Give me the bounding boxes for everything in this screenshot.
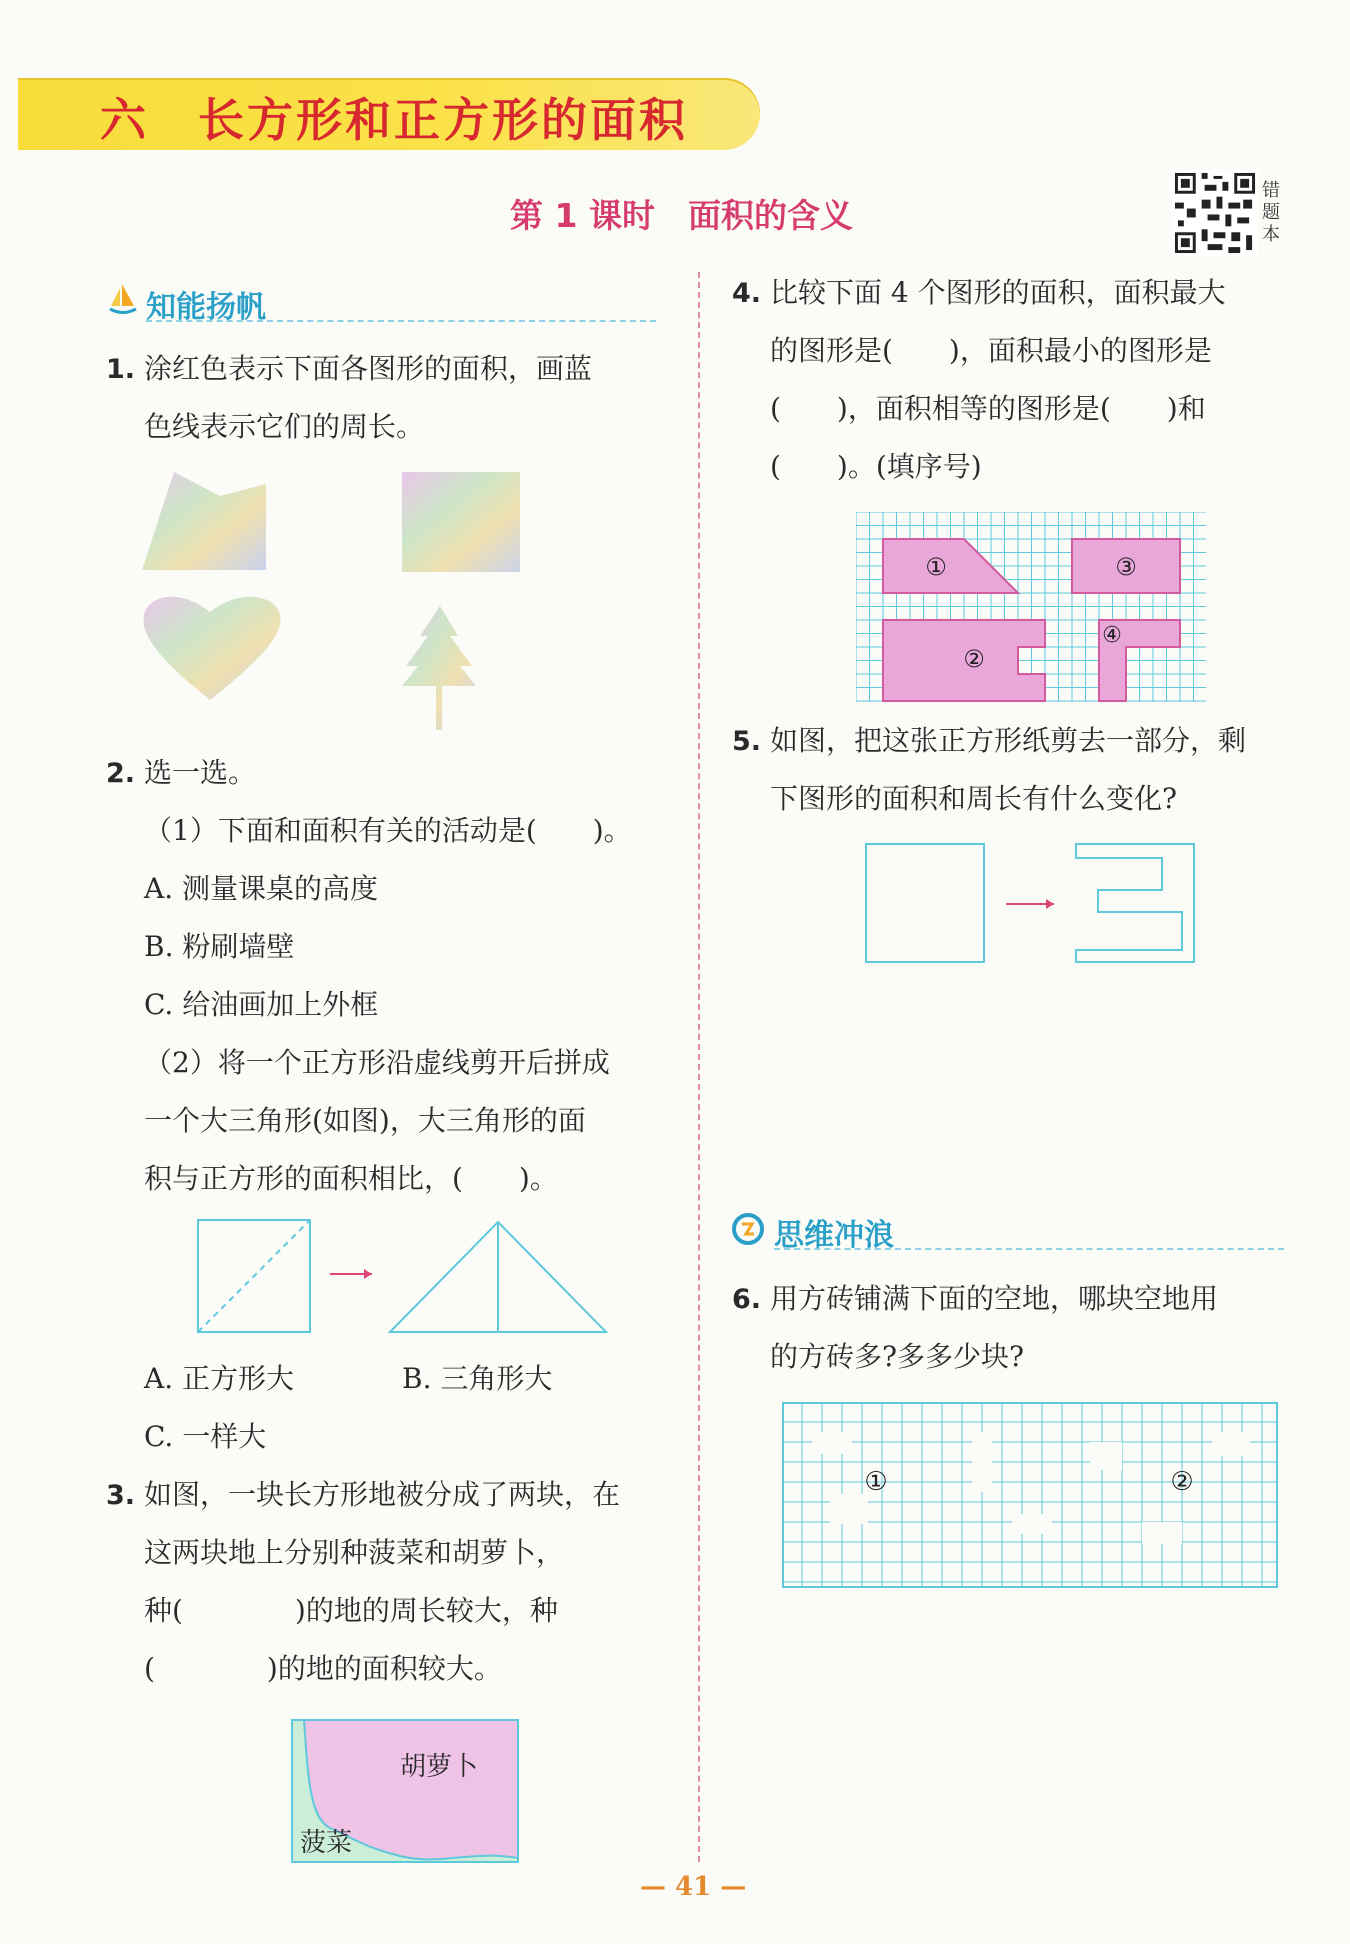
sailboat-icon: [108, 282, 138, 316]
question-5-line-1: [732, 712, 1246, 771]
q2-answer-b: B. 三角形大: [402, 1362, 553, 1395]
q2-part-2-line-2: 一个大三角形(如图)，大三角形的面: [144, 1104, 586, 1137]
q2-option-a: A. 测量课桌的高度: [144, 872, 379, 905]
q4-grid-figure: [856, 512, 1206, 702]
chapter-title: 六 长方形和正方形的面积: [100, 93, 688, 147]
carrot-label: 胡萝卜: [400, 1752, 479, 1782]
q2-part-2-line-1: （2）将一个正方形沿虚线剪开后拼成: [144, 1046, 610, 1079]
rectangle-shape: [402, 472, 520, 572]
field-1-label: ①: [864, 1467, 888, 1497]
wave-icon: [730, 1212, 766, 1246]
q2-part-2-line-3: 积与正方形的面积相比，( )。: [144, 1162, 558, 1195]
question-4-line-3: ( )，面积相等的图形是( )和: [770, 392, 1206, 425]
q2-option-b: B. 粉刷墙壁: [144, 930, 295, 963]
q2-square-to-triangle-figure: [196, 1218, 612, 1338]
q2-part-1: （1）下面和面积有关的活动是( )。: [144, 814, 632, 847]
section-title-left: 知能扬帆: [146, 290, 266, 325]
question-2-intro: [106, 744, 256, 803]
question-text: 如图，把这张正方形纸剪去一部分，剩: [769, 724, 1246, 757]
page-number: — 41 —: [640, 1872, 747, 1902]
question-text: 用方砖铺满下面的空地，哪块空地用: [769, 1282, 1218, 1315]
lesson-title: 第 1 课时 面积的含义: [510, 196, 853, 235]
question-4-line-2: 的图形是( )，面积最小的图形是: [770, 334, 1212, 367]
question-6-line-1: [732, 1270, 1218, 1329]
question-number: 5.: [732, 726, 762, 757]
question-number: 1.: [106, 354, 136, 385]
section-underline: [146, 320, 656, 322]
irregular-shape: [142, 472, 266, 570]
question-number: 6.: [732, 1284, 762, 1315]
qr-code-icon[interactable]: [1172, 170, 1258, 256]
question-text: 比较下面 4 个图形的面积，面积最大: [769, 276, 1226, 309]
q6-tile-grid-figure: [782, 1402, 1278, 1588]
shape-2-label: ②: [963, 645, 985, 673]
question-4-line-4: ( )。(填序号): [770, 450, 982, 483]
question-3-line-3: 种( )的地的周长较大，种: [144, 1594, 558, 1627]
tree-shape: [402, 606, 476, 730]
question-3-line-1: [106, 1466, 620, 1525]
heart-shape: [144, 597, 281, 700]
q5-cut-paper-figure: [864, 842, 1198, 966]
section-underline: [774, 1248, 1284, 1250]
question-3-line-4: ( )的地的面积较大。: [144, 1652, 502, 1685]
question-text: 涂红色表示下面各图形的面积，画蓝: [143, 352, 592, 385]
question-4-line-1: [732, 264, 1226, 323]
question-1-line-1: [106, 340, 592, 399]
question-number: 3.: [106, 1480, 136, 1511]
q2-answer-c: C. 一样大: [144, 1420, 267, 1453]
question-text: 选一选。: [143, 756, 256, 789]
question-number: 4.: [732, 278, 762, 309]
q1-shapes: [140, 470, 520, 740]
question-5-line-2: 下图形的面积和周长有什么变化?: [770, 782, 1178, 815]
question-3-line-2: 这两块地上分别种菠菜和胡萝卜，: [144, 1536, 565, 1569]
shape-4-label: ④: [1102, 623, 1122, 648]
q2-answer-a: A. 正方形大: [144, 1362, 295, 1395]
shape-3-label: ③: [1115, 553, 1137, 581]
section-title-right: 思维冲浪: [774, 1218, 894, 1253]
question-number: 2.: [106, 758, 136, 789]
question-6-line-2: 的方砖多?多多少块?: [770, 1340, 1025, 1373]
question-text: 如图，一块长方形地被分成了两块，在: [143, 1478, 620, 1511]
field-2-label: ②: [1170, 1467, 1194, 1497]
spinach-label: 菠菜: [300, 1828, 353, 1858]
shape-1-label: ①: [925, 553, 947, 581]
question-1-line-2: 色线表示它们的周长。: [144, 410, 425, 443]
q2-option-c: C. 给油画加上外框: [144, 988, 379, 1021]
qr-label: 错题本: [1262, 180, 1280, 245]
column-divider: [698, 272, 700, 1862]
